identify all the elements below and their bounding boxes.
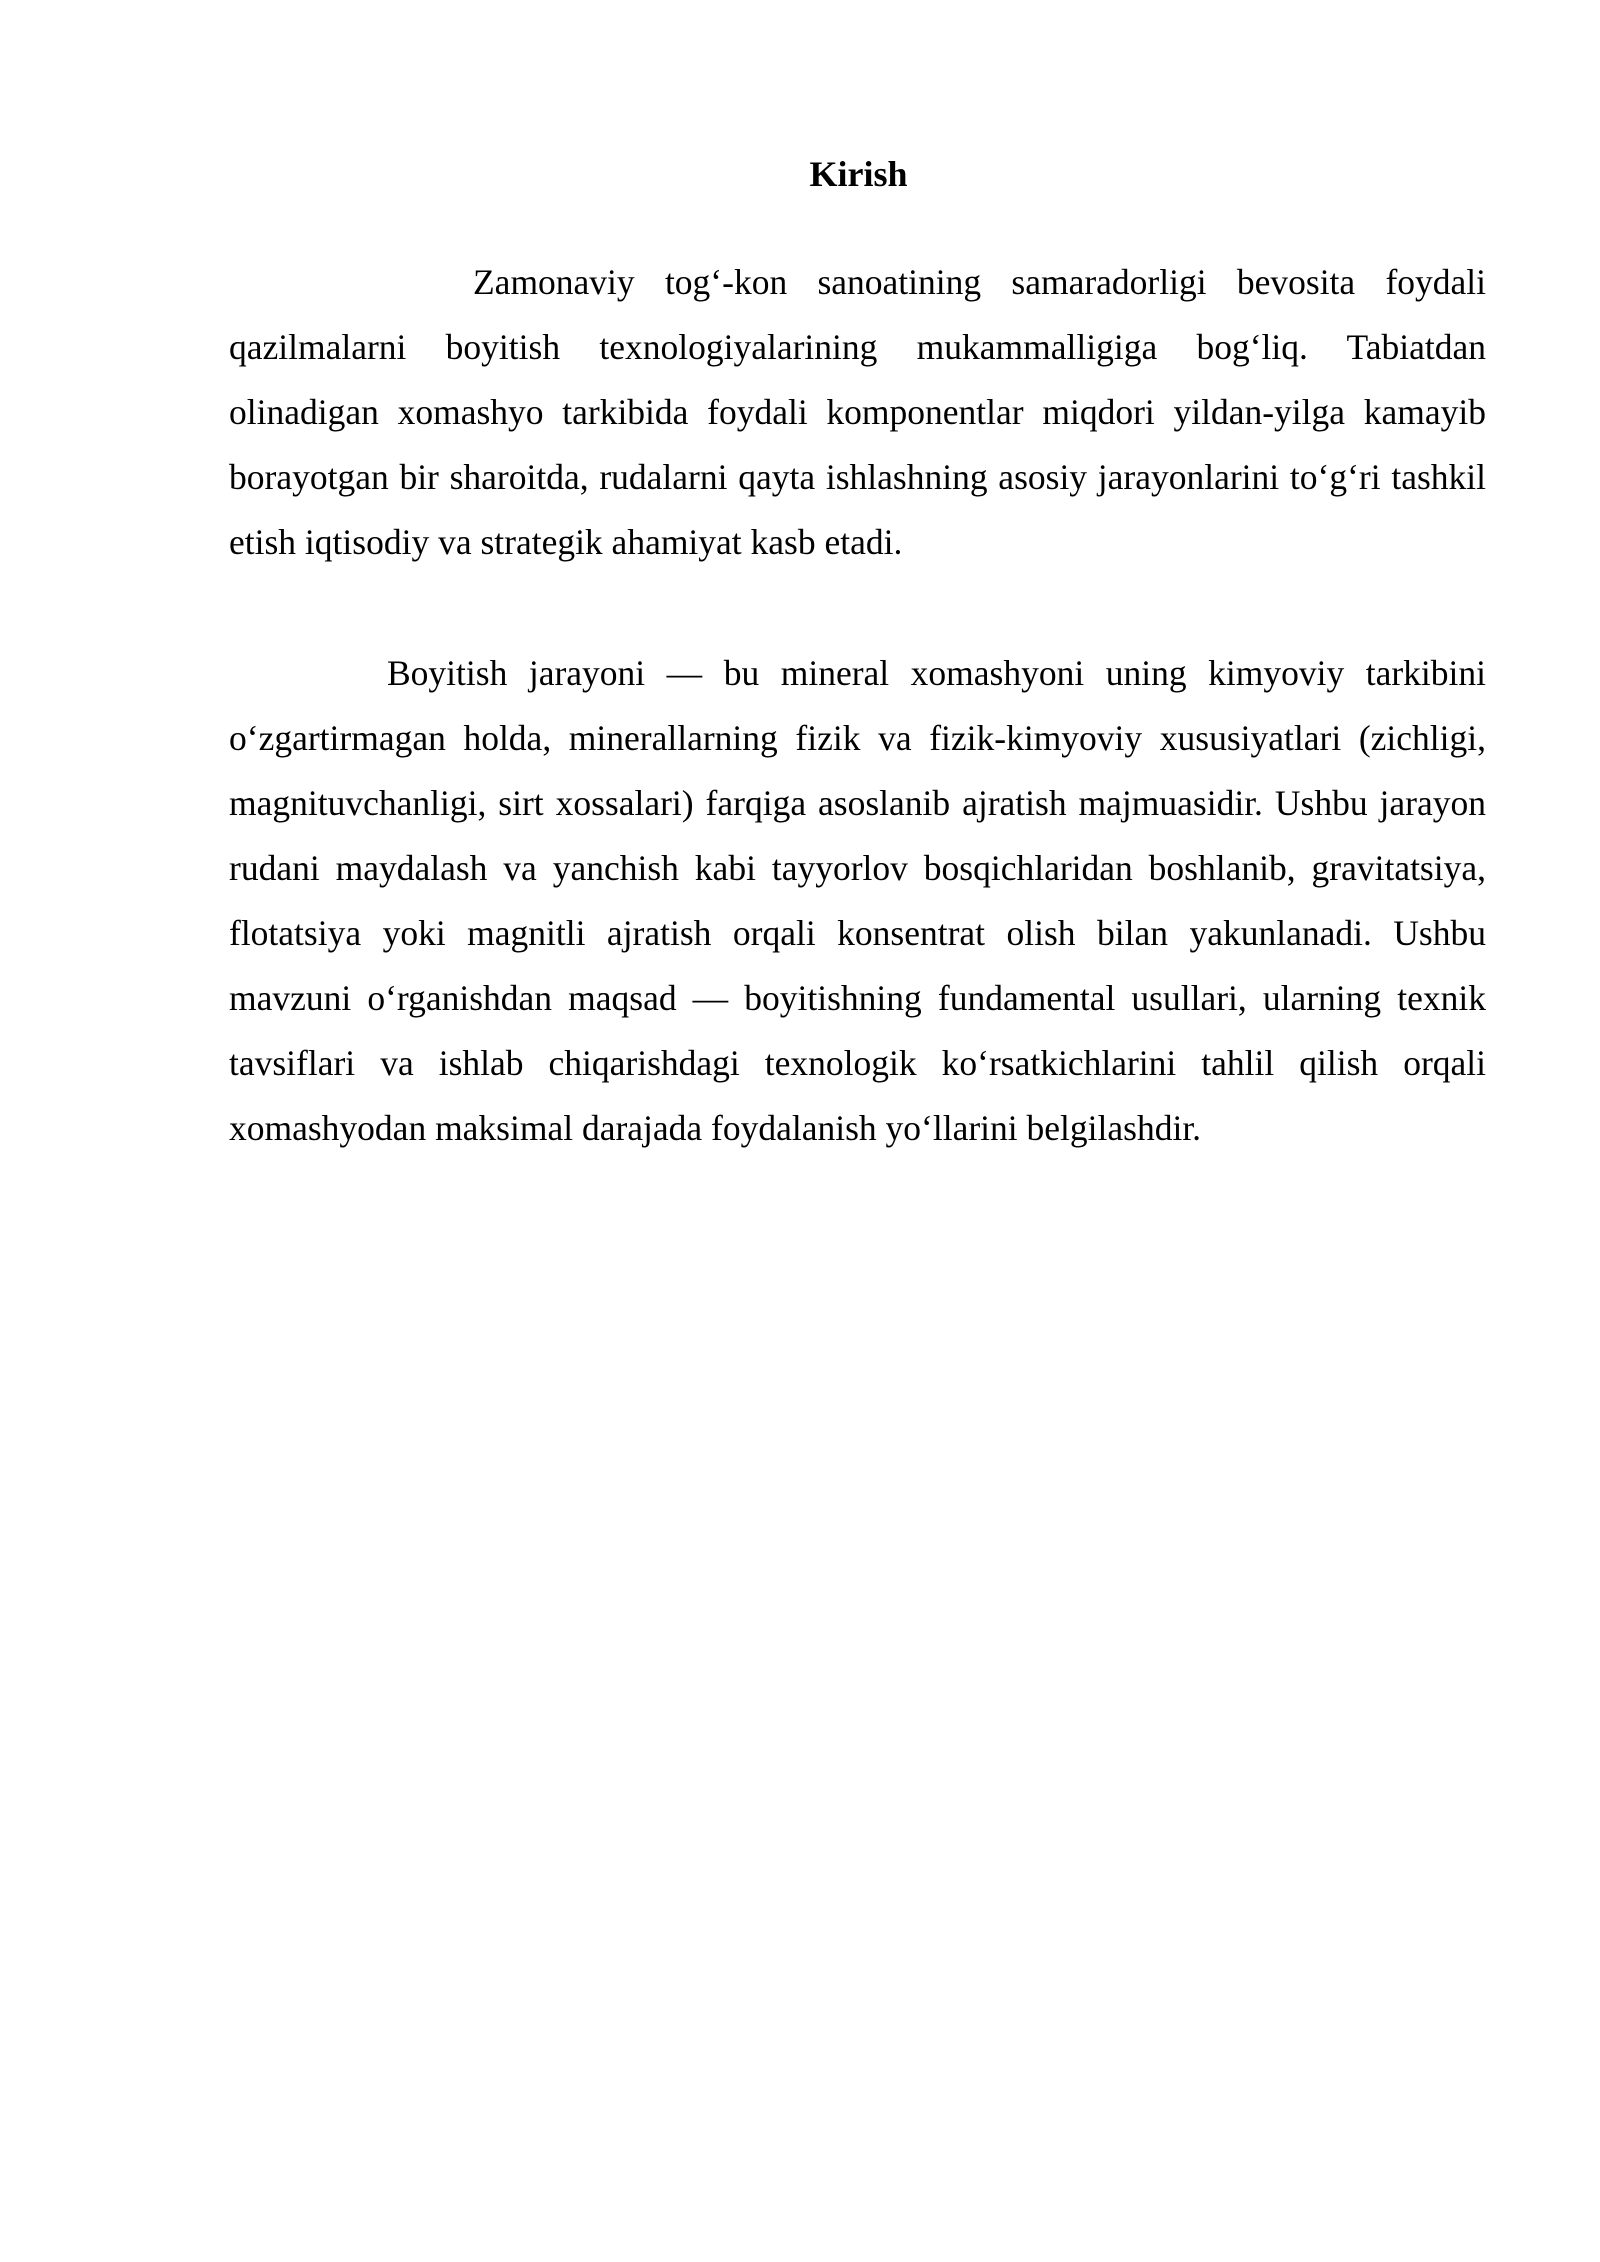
intro-paragraph-2: Boyitish jarayoni — bu mineral xomashyoni uning kimyoviy tarkibini o‘zgartirmagan holda, minerallarning fizik va fizik-kimyoviy xususiyatlari (zichligi, magnituvchanligi, sirt xossalari) farqiga asoslanib ajratish majmuasidir. Ushbu jarayon rudani maydalash va yanchish kabi tayyorlov bosqichlaridan boshlanib, gravitatsiya, flotatsiya yoki magnitli ajratish orqali konsentrat olish bilan yakunlanadi. Ushbu mavzuni o‘rganishdan maqsad — boyitishning fundamental usullari, ularning texnik tavsiflari va ishlab chiqarishdagi texnologik ko‘rsatkichlarini tahlil qilish orqali xomashyodan maksimal darajada foydalanish yo‘llarini belgilashdir.: [229, 653, 1486, 1148]
page-title: Kirish: [809, 154, 908, 194]
intro-paragraph-1: Zamonaviy tog‘-kon sanoatining samaradorligi bevosita foydali qazilmalarni boyitish texnologiyalarining mukammalligiga bog‘liq. Tabiatdan olinadigan xomashyo tarkibida foydali komponentlar miqdori yildan-yilga kamayib borayotgan bir sharoitda, rudalarni qayta ishlashning asosiy jarayonlarini to‘g‘ri tashkil etish iqtisodiy va strategik ahamiyat kasb etadi.: [229, 262, 1486, 562]
